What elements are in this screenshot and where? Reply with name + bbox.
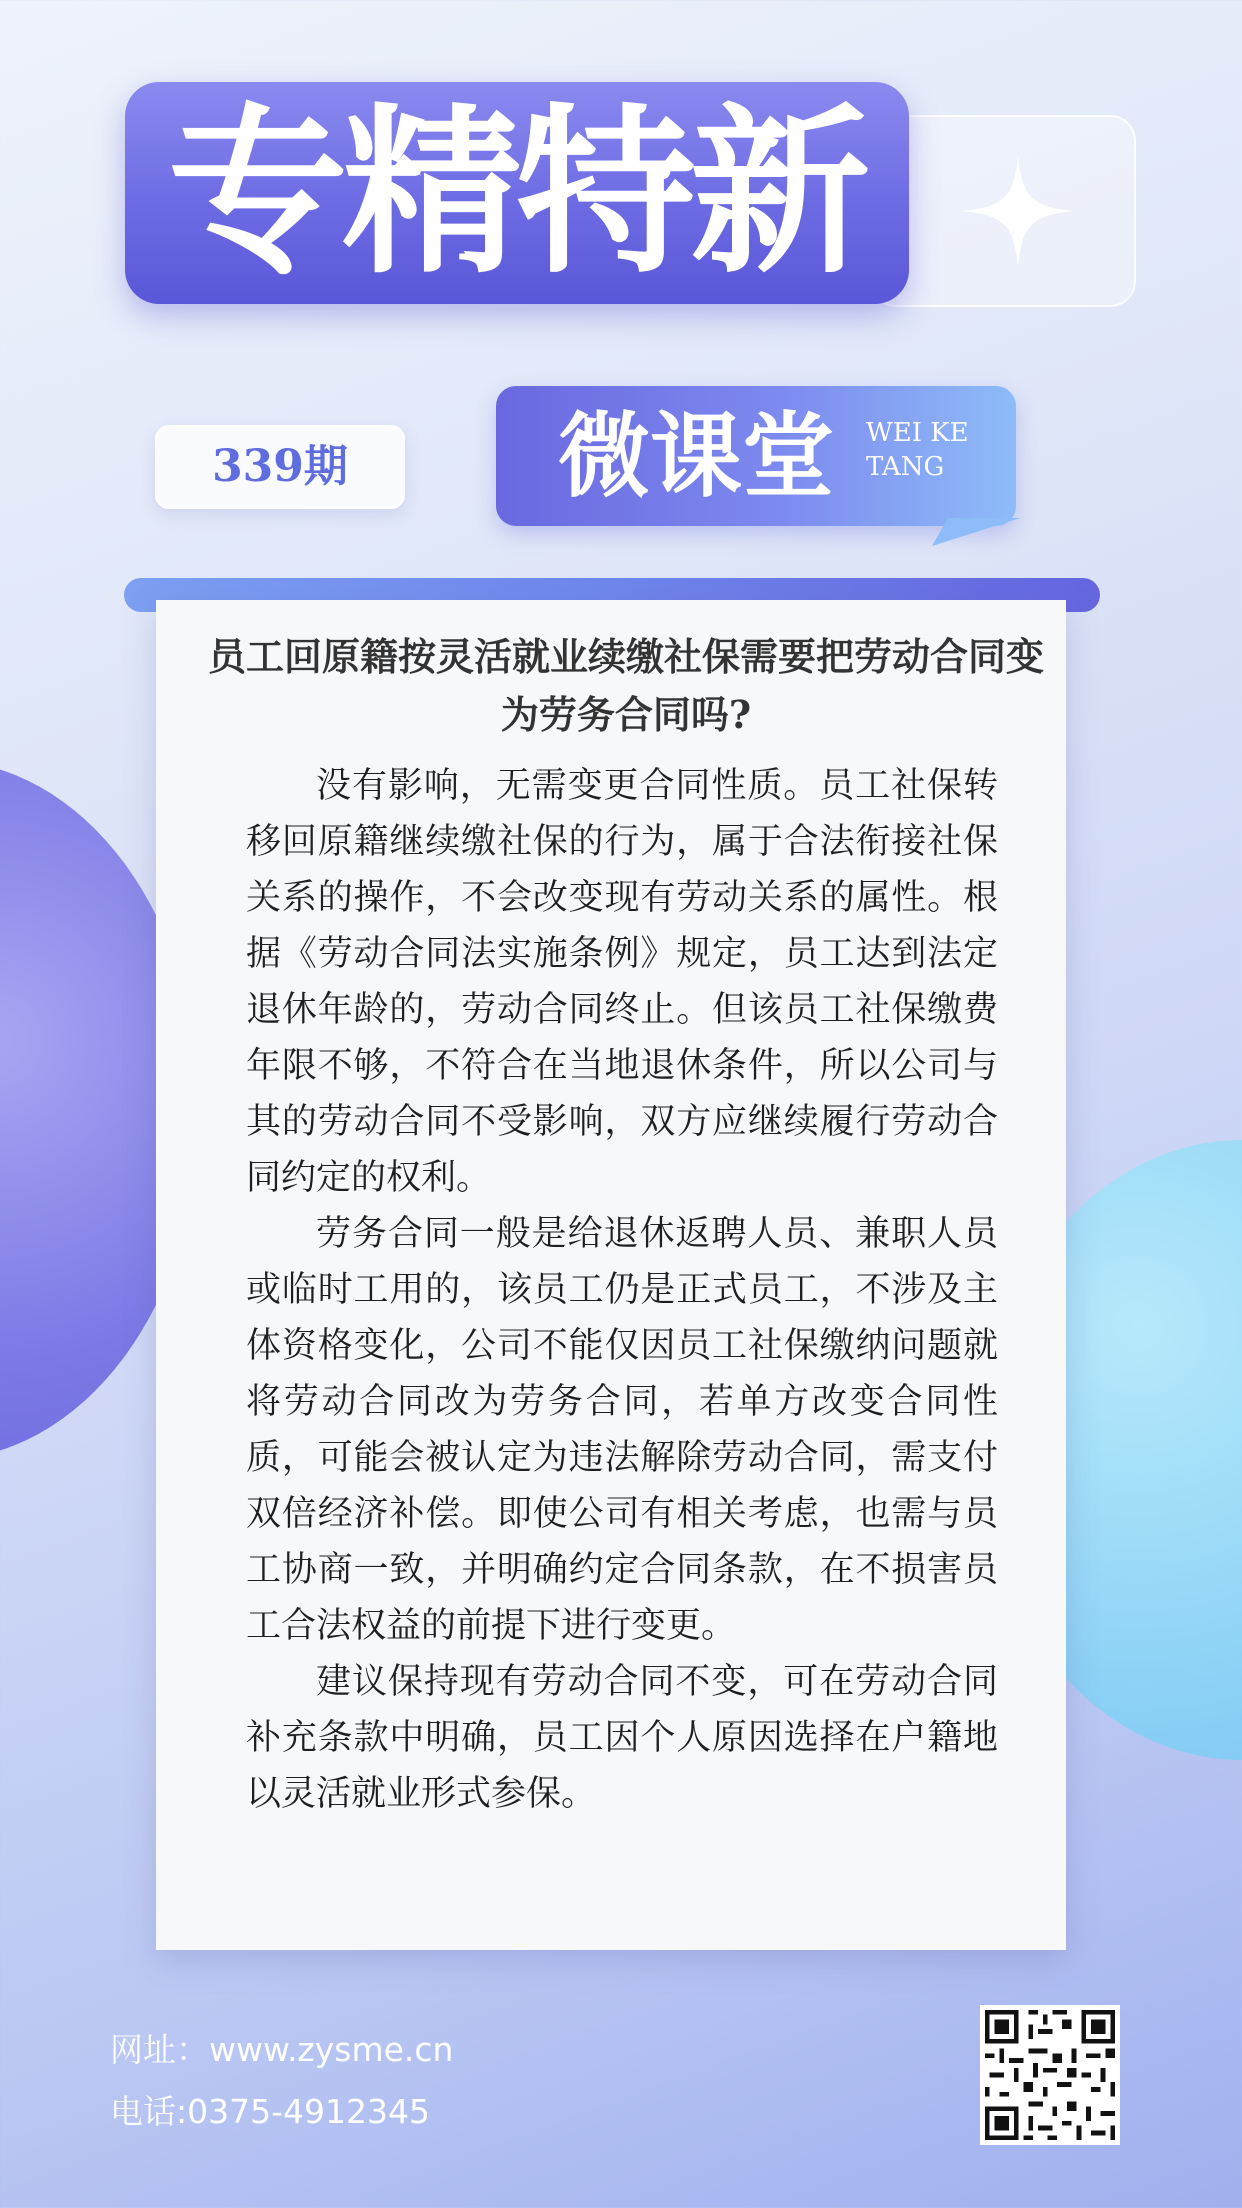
banner-subtitle [866, 416, 986, 484]
article-paragraph: 劳务合同一般是给退休返聘人员、兼职人员或临时工用的，该员工仍是正式员工，不涉及主体资格变化，公司不能仅因员工社保缴纳问题就将劳动合同改为劳务合同，若单方改变合同性质，可能会被认定为违法解除劳动合同，需支付双倍经济补偿。即使公司有相关考虑，也需与员工协商一致，并明确约定合同条款，在不损害员工合法权益的前提下进行变更。 [246, 1214, 998, 1646]
banner-subtitle-line1: WEI KE [866, 418, 969, 448]
issue-badge: 339期 [155, 425, 405, 509]
page-title: 专精特新 [168, 87, 865, 298]
banner-title: 微课堂 [558, 402, 835, 510]
article-body [246, 758, 998, 1822]
sparkle-icon [962, 155, 1074, 267]
speech-bubble-tail [932, 518, 1020, 546]
qr-code-icon [980, 2005, 1120, 2145]
banner-subtitle-line2: TANG [866, 452, 945, 482]
website-link[interactable]: 网址：www.zysme.cn [110, 2030, 454, 2069]
article-question: 员工回原籍按灵活就业续缴社保需要把劳动合同变为劳务合同吗? [207, 634, 1044, 737]
phone-number: 电话:0375-4912345 [110, 2092, 430, 2131]
article-paragraph: 建议保持现有劳动合同不变，可在劳动合同补充条款中明确，员工因个人原因选择在户籍地以灵活就业形式参保。 [246, 1662, 998, 1814]
article-paragraph: 没有影响，无需变更合同性质。员工社保转移回原籍继续缴社保的行为，属于合法衔接社保关系的操作，不会改变现有劳动关系的属性。根据《劳动合同法实施条例》规定，员工达到法定退休年龄的，劳动合同终止。但该员工社保缴费年限不够，不符合在当地退休条件，所以公司与其的劳动合同不受影响，双方应继续履行劳动合同约定的权利。 [246, 766, 998, 1198]
